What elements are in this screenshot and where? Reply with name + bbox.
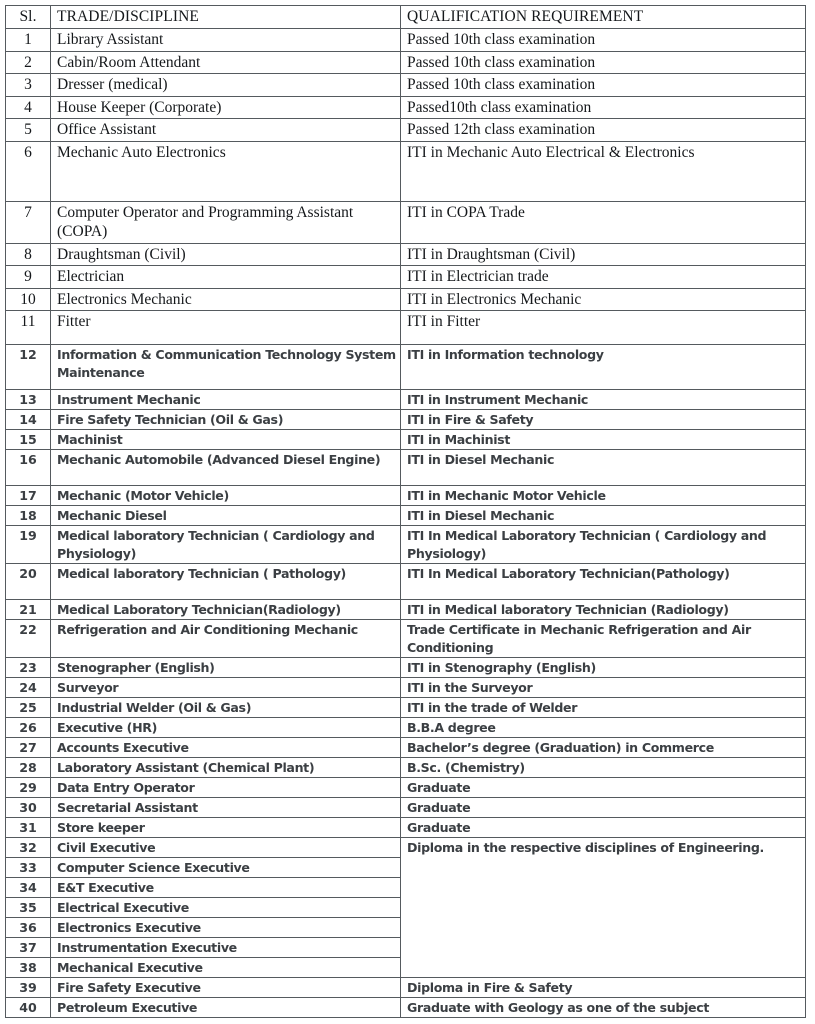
- row-qualification: ITI in Instrument Mechanic: [401, 390, 806, 410]
- row-trade: E&T Executive: [51, 878, 401, 898]
- table-row: [6, 564, 806, 600]
- row-qualification: ITI in Fitter: [401, 311, 806, 345]
- table-row: [6, 718, 806, 738]
- row-trade: Petroleum Executive: [51, 998, 401, 1018]
- row-trade: Cabin/Room Attendant: [51, 51, 401, 74]
- row-qualification: ITI In Medical Laboratory Technician ( Cardiology and Physiology): [401, 526, 806, 564]
- row-trade: Machinist: [51, 430, 401, 450]
- row-qualification: ITI in Diesel Mechanic: [401, 506, 806, 526]
- row-sl: 28: [6, 758, 51, 778]
- row-sl: 40: [6, 998, 51, 1018]
- row-qualification: Passed10th class examination: [401, 96, 806, 119]
- row-qualification: Graduate: [401, 798, 806, 818]
- row-qualification: Passed 10th class examination: [401, 74, 806, 97]
- table-row: [6, 600, 806, 620]
- row-qualification: ITI in Medical laboratory Technician (Radiology): [401, 600, 806, 620]
- row-trade: Information & Communication Technology System Maintenance: [51, 345, 401, 390]
- row-sl: 7: [6, 201, 51, 243]
- row-trade: Computer Science Executive: [51, 858, 401, 878]
- table-row: [6, 506, 806, 526]
- row-qualification: Diploma in Fire & Safety: [401, 978, 806, 998]
- table-row: [6, 818, 806, 838]
- row-trade: Industrial Welder (Oil & Gas): [51, 698, 401, 718]
- row-sl: 20: [6, 564, 51, 600]
- row-trade: Library Assistant: [51, 29, 401, 52]
- row-trade: Civil Executive: [51, 838, 401, 858]
- row-trade: Executive (HR): [51, 718, 401, 738]
- row-sl: 15: [6, 430, 51, 450]
- row-sl: 16: [6, 450, 51, 486]
- row-qualification: ITI in Fire & Safety: [401, 410, 806, 430]
- row-sl: 3: [6, 74, 51, 97]
- column-header-qualification: QUALIFICATION REQUIREMENT: [401, 6, 806, 29]
- row-sl: 30: [6, 798, 51, 818]
- row-qualification: ITI in COPA Trade: [401, 201, 806, 243]
- row-qualification: ITI in Machinist: [401, 430, 806, 450]
- row-trade: Medical laboratory Technician ( Pathology): [51, 564, 401, 600]
- row-sl: 13: [6, 390, 51, 410]
- table-row: [6, 678, 806, 698]
- row-trade: Draughtsman (Civil): [51, 243, 401, 266]
- row-qualification: ITI in Draughtsman (Civil): [401, 243, 806, 266]
- row-qualification: B.Sc. (Chemistry): [401, 758, 806, 778]
- row-sl: 21: [6, 600, 51, 620]
- table-row: [6, 450, 806, 486]
- table-row: [6, 758, 806, 778]
- table-row: [6, 243, 806, 266]
- row-trade: Electrician: [51, 266, 401, 289]
- table-row: [6, 288, 806, 311]
- table-header-row: [6, 6, 806, 29]
- table-row: [6, 658, 806, 678]
- row-trade: Fire Safety Executive: [51, 978, 401, 998]
- row-trade: Office Assistant: [51, 119, 401, 142]
- table-row: [6, 738, 806, 758]
- row-trade: Mechanic Diesel: [51, 506, 401, 526]
- column-header-sl: Sl.: [6, 6, 51, 29]
- row-trade: Instrumentation Executive: [51, 938, 401, 958]
- row-sl: 1: [6, 29, 51, 52]
- table-row: [6, 96, 806, 119]
- row-qualification: Graduate: [401, 818, 806, 838]
- row-qualification: Bachelor’s degree (Graduation) in Commerce: [401, 738, 806, 758]
- row-sl: 22: [6, 620, 51, 658]
- table-row: [6, 430, 806, 450]
- row-sl: 6: [6, 141, 51, 201]
- row-sl: 25: [6, 698, 51, 718]
- row-sl: 38: [6, 958, 51, 978]
- row-qualification: ITI in the Surveyor: [401, 678, 806, 698]
- table-row: [6, 778, 806, 798]
- row-sl: 4: [6, 96, 51, 119]
- row-sl: 26: [6, 718, 51, 738]
- row-trade: Fitter: [51, 311, 401, 345]
- row-sl: 12: [6, 345, 51, 390]
- row-sl: 17: [6, 486, 51, 506]
- row-sl: 32: [6, 838, 51, 858]
- table-row: [6, 798, 806, 818]
- table-row: [6, 410, 806, 430]
- row-trade: Surveyor: [51, 678, 401, 698]
- row-trade: Secretarial Assistant: [51, 798, 401, 818]
- column-header-trade: TRADE/DISCIPLINE: [51, 6, 401, 29]
- row-qualification: Passed 12th class examination: [401, 119, 806, 142]
- table-row: [6, 390, 806, 410]
- row-trade: Store keeper: [51, 818, 401, 838]
- row-sl: 36: [6, 918, 51, 938]
- row-sl: 9: [6, 266, 51, 289]
- qualification-requirement-table: [5, 5, 806, 1018]
- table-row: [6, 74, 806, 97]
- row-qualification: Passed 10th class examination: [401, 29, 806, 52]
- table-row: [6, 119, 806, 142]
- row-sl: 11: [6, 311, 51, 345]
- row-sl: 14: [6, 410, 51, 430]
- row-trade: House Keeper (Corporate): [51, 96, 401, 119]
- row-sl: 37: [6, 938, 51, 958]
- row-qualification: Passed 10th class examination: [401, 51, 806, 74]
- row-qualification: ITI in Diesel Mechanic: [401, 450, 806, 486]
- table-row: [6, 266, 806, 289]
- row-qualification: Trade Certificate in Mechanic Refrigeration and Air Conditioning: [401, 620, 806, 658]
- row-trade: Mechanic (Motor Vehicle): [51, 486, 401, 506]
- row-sl: 19: [6, 526, 51, 564]
- row-sl: 8: [6, 243, 51, 266]
- row-sl: 39: [6, 978, 51, 998]
- row-trade: Refrigeration and Air Conditioning Mechanic: [51, 620, 401, 658]
- row-sl: 35: [6, 898, 51, 918]
- row-trade: Mechanical Executive: [51, 958, 401, 978]
- row-qualification: ITI in Information technology: [401, 345, 806, 390]
- table-row: [6, 51, 806, 74]
- row-trade: Medical laboratory Technician ( Cardiology and Physiology): [51, 526, 401, 564]
- table-row: [6, 201, 806, 243]
- row-trade: Instrument Mechanic: [51, 390, 401, 410]
- row-sl: 24: [6, 678, 51, 698]
- row-trade: Computer Operator and Programming Assistant (COPA): [51, 201, 401, 243]
- row-sl: 31: [6, 818, 51, 838]
- row-trade: Electrical Executive: [51, 898, 401, 918]
- row-trade: Laboratory Assistant (Chemical Plant): [51, 758, 401, 778]
- row-trade: Mechanic Auto Electronics: [51, 141, 401, 201]
- row-sl: 5: [6, 119, 51, 142]
- merged-qualification-cell: Diploma in the respective disciplines of Engineering.: [401, 838, 806, 978]
- row-sl: 33: [6, 858, 51, 878]
- table-row: [6, 620, 806, 658]
- row-trade: Fire Safety Technician (Oil & Gas): [51, 410, 401, 430]
- row-sl: 34: [6, 878, 51, 898]
- row-qualification: ITI in Electrician trade: [401, 266, 806, 289]
- table-row: [6, 345, 806, 390]
- row-qualification: B.B.A degree: [401, 718, 806, 738]
- row-trade: Accounts Executive: [51, 738, 401, 758]
- row-trade: Data Entry Operator: [51, 778, 401, 798]
- row-sl: 29: [6, 778, 51, 798]
- row-sl: 2: [6, 51, 51, 74]
- row-qualification: ITI in Electronics Mechanic: [401, 288, 806, 311]
- row-qualification: ITI in Mechanic Auto Electrical & Electronics: [401, 141, 806, 201]
- table-row: [6, 311, 806, 345]
- row-qualification: ITI In Medical Laboratory Technician(Pathology): [401, 564, 806, 600]
- row-qualification: Graduate with Geology as one of the subject: [401, 998, 806, 1018]
- row-trade: Electronics Mechanic: [51, 288, 401, 311]
- row-trade: Electronics Executive: [51, 918, 401, 938]
- table-row: [6, 526, 806, 564]
- row-qualification: ITI in Stenography (English): [401, 658, 806, 678]
- table-row: [6, 486, 806, 506]
- row-trade: Medical Laboratory Technician(Radiology): [51, 600, 401, 620]
- table-row: [6, 838, 806, 858]
- row-sl: 18: [6, 506, 51, 526]
- table-row: [6, 141, 806, 201]
- row-sl: 27: [6, 738, 51, 758]
- table-row: [6, 978, 806, 998]
- table-row: [6, 698, 806, 718]
- row-qualification: ITI in the trade of Welder: [401, 698, 806, 718]
- row-sl: 10: [6, 288, 51, 311]
- row-qualification: Graduate: [401, 778, 806, 798]
- table-row: [6, 29, 806, 52]
- row-trade: Stenographer (English): [51, 658, 401, 678]
- row-trade: Mechanic Automobile (Advanced Diesel Engine): [51, 450, 401, 486]
- row-trade: Dresser (medical): [51, 74, 401, 97]
- row-sl: 23: [6, 658, 51, 678]
- table-row: [6, 998, 806, 1018]
- row-qualification: ITI in Mechanic Motor Vehicle: [401, 486, 806, 506]
